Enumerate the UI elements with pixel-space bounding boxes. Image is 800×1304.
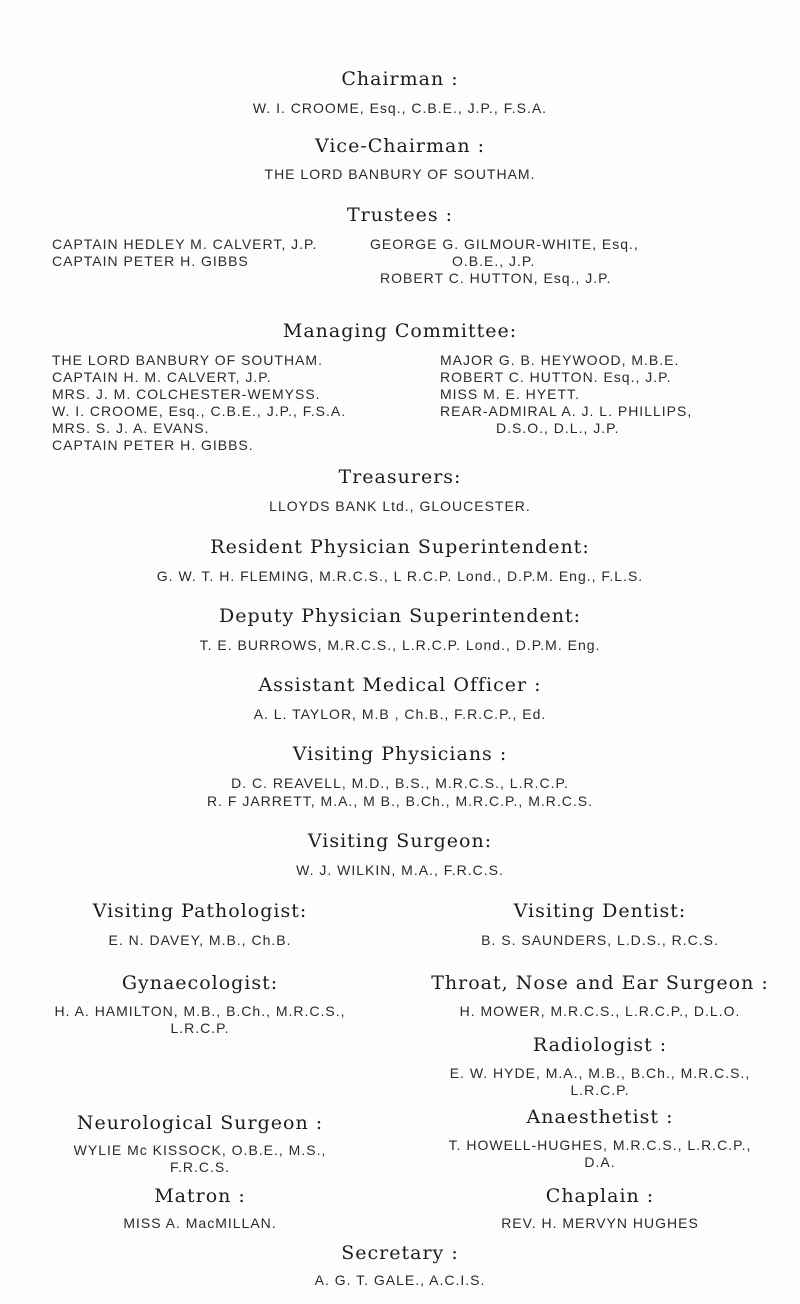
radiologist-heading: Radiologist : xyxy=(532,1034,668,1056)
resident-physician-heading: Resident Physician Superintendent: xyxy=(210,536,590,558)
trustees-left-column xyxy=(52,236,317,270)
trustee-name: ROBERT C. HUTTON, Esq., J.P. xyxy=(380,270,612,286)
chaplain-heading: Chaplain : xyxy=(545,1185,655,1207)
managing-committee-left-column xyxy=(52,352,346,454)
anaesthetist-name: T. HOWELL-HUGHES, M.R.C.S., L.R.C.P., xyxy=(448,1137,752,1153)
anaesthetist-name-continued: D.A. xyxy=(584,1154,616,1170)
chairman-name: W. I. CROOME, Esq., C.B.E., J.P., F.S.A. xyxy=(252,100,548,116)
committee-member: REAR-ADMIRAL A. J. L. PHILLIPS, xyxy=(440,403,693,419)
visiting-pathologist-name: E. N. DAVEY, M.B., Ch.B. xyxy=(108,932,292,948)
gynaecologist-heading: Gynaecologist: xyxy=(121,972,279,994)
visiting-surgeon-name: W. J. WILKIN, M.A., F.R.C.S. xyxy=(296,862,504,878)
anaesthetist-heading: Anaesthetist : xyxy=(526,1106,674,1128)
committee-member: CAPTAIN H. M. CALVERT, J.P. xyxy=(52,369,272,385)
committee-member: MRS. S. J. A. EVANS. xyxy=(52,420,210,436)
trustees-right-column xyxy=(370,236,639,287)
vice-chairman-heading: Vice-Chairman : xyxy=(314,135,486,157)
deputy-physician-name: T. E. BURROWS, M.R.C.S., L.R.C.P. Lond., D.P.M. Eng. xyxy=(199,637,601,653)
visiting-physician-name: D. C. REAVELL, M.D., B.S., M.R.C.S., L.R.C.P. xyxy=(231,775,569,791)
neurological-surgeon-name: WYLIE Mc KISSOCK, O.B.E., M.S., xyxy=(73,1142,327,1158)
committee-member-continued: D.S.O., D.L., J.P. xyxy=(496,420,620,436)
vice-chairman-name: THE LORD BANBURY OF SOUTHAM. xyxy=(264,166,536,182)
trustee-name-continued: O.B.E., J.P. xyxy=(452,253,536,269)
deputy-physician-heading: Deputy Physician Superintendent: xyxy=(218,605,582,627)
gynaecologist-name-continued: L.R.C.P. xyxy=(170,1020,230,1036)
trustee-name: CAPTAIN HEDLEY M. CALVERT, J.P. xyxy=(52,236,318,252)
committee-member: CAPTAIN PETER H. GIBBS. xyxy=(52,437,254,453)
treasurers-name: LLOYDS BANK Ltd., GLOUCESTER. xyxy=(269,498,531,514)
visiting-dentist-name: B. S. SAUNDERS, L.D.S., R.C.S. xyxy=(481,932,719,948)
committee-member: MRS. J. M. COLCHESTER-WEMYSS. xyxy=(52,386,321,402)
radiologist-name: E. W. HYDE, M.A., M.B., B.Ch., M.R.C.S., xyxy=(449,1065,751,1081)
visiting-physician-name: R. F JARRETT, M.A., M B., B.Ch., M.R.C.P., M.R.C.S. xyxy=(206,793,593,809)
committee-member: W. I. CROOME, Esq., C.B.E., J.P., F.S.A. xyxy=(52,403,347,419)
secretary-heading: Secretary : xyxy=(341,1242,459,1264)
managing-committee-heading: Managing Committee: xyxy=(282,320,518,342)
trustees-heading: Trustees : xyxy=(346,204,454,226)
treasurers-heading: Treasurers: xyxy=(338,466,462,488)
neurological-surgeon-name-continued: F.R.C.S. xyxy=(169,1159,231,1175)
gynaecologist-name: H. A. HAMILTON, M.B., B.Ch., M.R.C.S., xyxy=(54,1003,346,1019)
throat-nose-ear-surgeon-heading: Throat, Nose and Ear Surgeon : xyxy=(431,972,769,994)
neurological-surgeon-heading: Neurological Surgeon : xyxy=(76,1112,324,1134)
committee-member: MISS M. E. HYETT. xyxy=(440,386,580,402)
visiting-dentist-heading: Visiting Dentist: xyxy=(513,900,687,922)
managing-committee-right-column xyxy=(440,352,692,437)
chaplain-name: REV. H. MERVYN HUGHES xyxy=(501,1215,699,1231)
resident-physician-name: G. W. T. H. FLEMING, M.R.C.S., L R.C.P. Lond., D.P.M. Eng., F.L.S. xyxy=(156,568,644,584)
committee-member: MAJOR G. B. HEYWOOD, M.B.E. xyxy=(440,352,680,368)
chairman-heading: Chairman : xyxy=(341,68,459,90)
secretary-name: A. G. T. GALE., A.C.I.S. xyxy=(314,1272,486,1288)
committee-member: ROBERT C. HUTTON. Esq., J.P. xyxy=(440,369,672,385)
visiting-pathologist-heading: Visiting Pathologist: xyxy=(92,900,308,922)
matron-heading: Matron : xyxy=(154,1185,246,1207)
assistant-medical-officer-heading: Assistant Medical Officer : xyxy=(258,674,542,696)
trustee-name: CAPTAIN PETER H. GIBBS xyxy=(52,253,249,269)
radiologist-name-continued: L.R.C.P. xyxy=(570,1082,630,1098)
trustee-name: GEORGE G. GILMOUR-WHITE, Esq., xyxy=(370,236,639,252)
throat-nose-ear-surgeon-name: H. MOWER, M.R.C.S., L.R.C.P., D.L.O. xyxy=(459,1003,741,1019)
visiting-physicians-heading: Visiting Physicians : xyxy=(292,743,508,765)
assistant-medical-officer-name: A. L. TAYLOR, M.B , Ch.B., F.R.C.P., Ed. xyxy=(253,706,547,722)
visiting-surgeon-heading: Visiting Surgeon: xyxy=(307,830,493,852)
committee-member: THE LORD BANBURY OF SOUTHAM. xyxy=(52,352,323,368)
matron-name: MISS A. MacMILLAN. xyxy=(123,1215,277,1231)
